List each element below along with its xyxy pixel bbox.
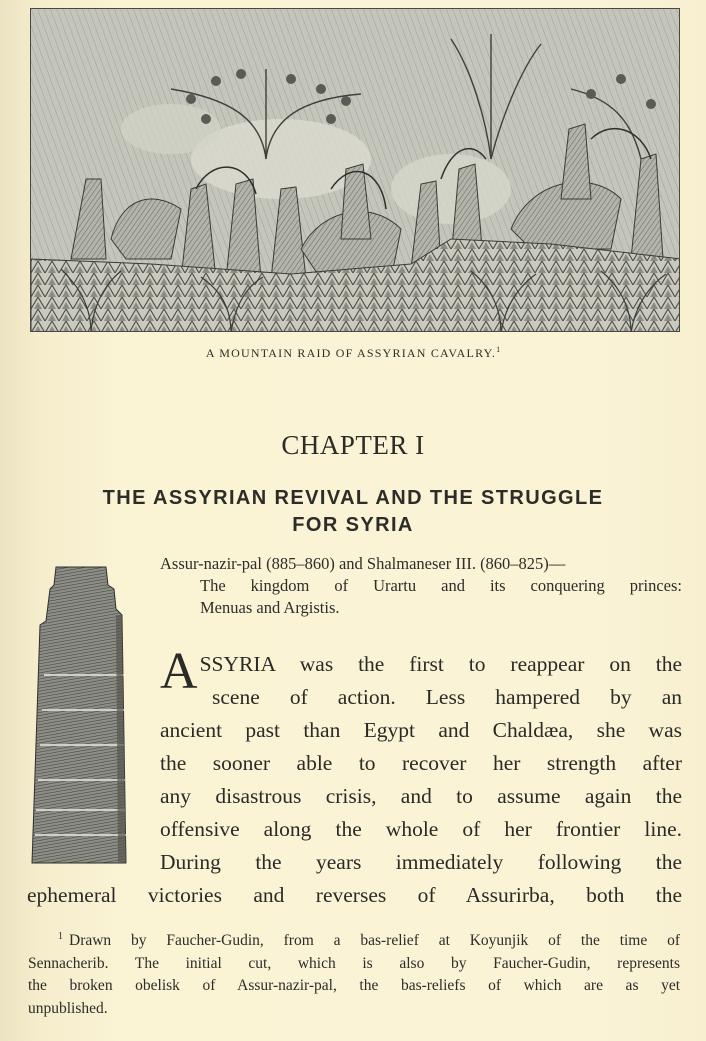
chapter-label: CHAPTER I: [281, 430, 425, 460]
cavalry-relief-illustration: [30, 8, 680, 332]
footnote-ref: 1: [496, 345, 501, 354]
footnote-marker: 1: [58, 931, 63, 942]
chapter-title-line: THE ASSYRIAN REVIVAL AND THE STRUGGLE: [102, 487, 604, 509]
body-line: SSYRIA was the first to reappear on the: [199, 652, 682, 676]
body-paragraph: [27, 643, 682, 912]
drop-cap: A: [160, 643, 198, 700]
chapter-summary: [160, 553, 682, 619]
chapter-title-line: FOR SYRIA: [292, 514, 414, 536]
body-line: any disastrous crisis, and to assume again the: [160, 784, 682, 808]
summary-line: Assur-nazir-pal (885–860) and Shalmaneser III. (860–825)—: [160, 554, 566, 573]
summary-line: Menuas and Argistis.: [200, 598, 340, 617]
footnote-text: Drawn by Faucher-Gudin, from a bas-relief at Koyunjik of the time of: [69, 932, 680, 950]
chapter-title: [0, 485, 706, 539]
body-line: During the years immediately following the: [160, 850, 682, 874]
caption-text: A MOUNTAIN RAID OF ASSYRIAN CAVALRY.: [205, 346, 497, 360]
obelisk-image: [28, 565, 138, 865]
body-line: scene of action. Less hampered by an: [212, 685, 682, 709]
footnote-line: unpublished.: [28, 999, 108, 1017]
obelisk-illustration: [28, 565, 138, 865]
body-line: the sooner able to recover her strength after: [160, 751, 682, 775]
summary-continuation: [160, 575, 682, 619]
footnote-line: Sennacherib. The initial cut, which is also by Faucher-Gudin, represents: [28, 954, 680, 972]
body-line: offensive along the whole of her frontier line.: [160, 817, 682, 841]
engraving-image: [31, 9, 680, 332]
illustration-caption: [0, 345, 706, 361]
summary-line: The kingdom of Urartu and its conquering princes:: [200, 576, 682, 595]
body-line: ephemeral victories and reverses of Assurirba, both the: [27, 883, 682, 907]
footnote-line: [28, 926, 680, 953]
footnote-line: the broken obelisk of Assur-nazir-pal, the bas-reliefs of which are as yet: [28, 977, 680, 995]
body-line: ancient past than Egypt and Chaldæa, she was: [160, 718, 682, 742]
footnote: [28, 926, 680, 1020]
